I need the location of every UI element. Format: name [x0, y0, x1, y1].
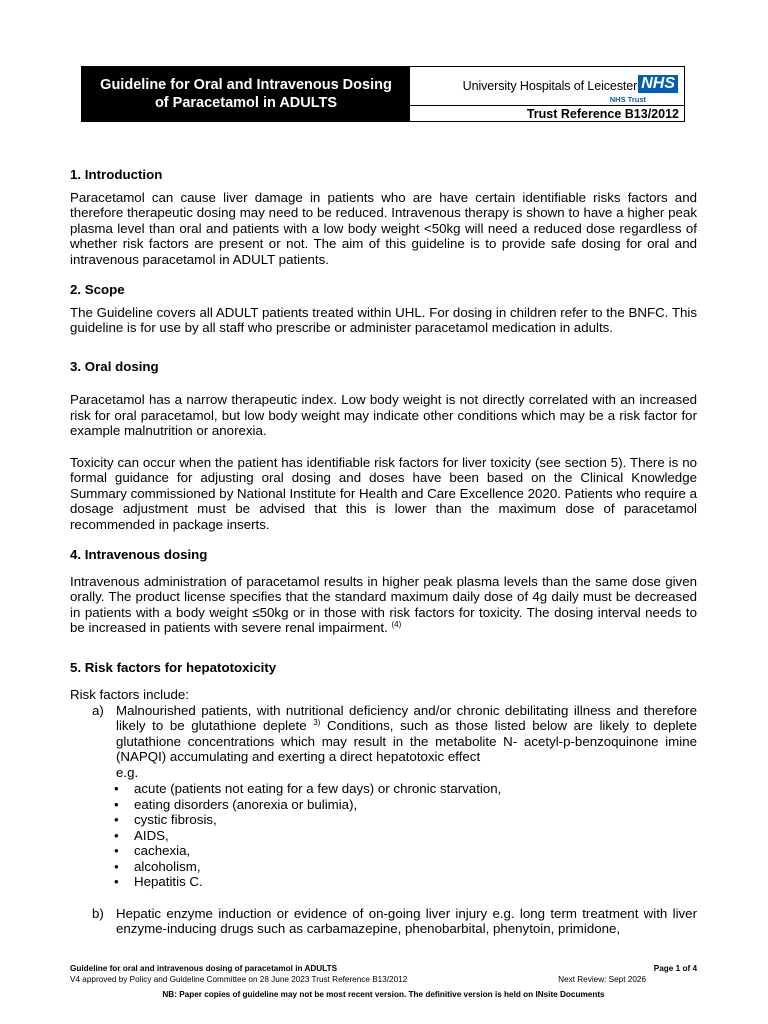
section-heading-scope: 2. Scope	[70, 282, 125, 297]
section-heading-oral-dosing: 3. Oral dosing	[70, 358, 159, 374]
organisation-name: University Hospitals of Leicester	[462, 79, 638, 93]
risk-factor-a-text-continued: Conditions, such as those listed below are likely to deplete glutathione concentrations which may result in the metabolite N- acetyl-p-benzoquinone imine (NAPQI) accumulating and exerting a direct hepatotoxic effect	[116, 718, 697, 764]
list-item: • acute (patients not eating for a few days) or chronic starvation,	[70, 781, 697, 797]
risk-factor-list-continued	[70, 906, 697, 937]
guideline-title-line2: of Paracetamol in ADULTS	[154, 95, 338, 111]
risk-factor-list	[70, 703, 697, 781]
oral-dosing-paragraph-2: Toxicity can occur when the patient has identifiable risk factors for liver toxicity (see section 5). There is no formal guidance for adjusting oral dosing and doses have been based on the Clinical Knowledge Summary commissioned by National Institute for Health and Care Excellence 2020. Patients who require a dosage adjustment must be advised that this is lower than the maximum dose of paracetamol recommended in package inserts.	[70, 454, 697, 532]
organisation-logo	[463, 75, 678, 93]
nhs-trust-label: NHS Trust	[609, 95, 646, 104]
scope-text: The Guideline covers all ADULT patients treated within UHL. For dosing in children refer to the BNFC. This guideline is for use by all staff who prescribe or administer paracetamol medication in adults.	[70, 304, 697, 335]
organisation-block	[410, 67, 684, 121]
intravenous-reference: (4)	[391, 620, 402, 629]
footer-title-row	[70, 964, 697, 975]
next-review-date: Next Review: Sept 2026	[558, 974, 646, 984]
section-heading-introduction: 1. Introduction	[70, 167, 163, 182]
nhs-logo-icon: NHS	[638, 75, 678, 93]
section-heading-intravenous-dosing: 4. Intravenous dosing	[70, 547, 208, 562]
header-divider	[410, 105, 684, 106]
list-item: • eating disorders (anorexia or bulimia),	[70, 797, 697, 813]
risk-factors-intro: Risk factors include:	[70, 687, 189, 702]
risk-factor-label-b: b)	[92, 905, 104, 921]
document-body	[70, 167, 697, 937]
intravenous-dosing-body: Intravenous administration of paracetamol results in higher peak plasma levels than the same dose given orally. The product license specifies that the standard maximum daily dose of 4g daily must be decreased in patients with a body weight ≤50kg or in those with risk factors for toxicity. The dosing interval needs to be increased in patients with severe renal impairment.	[70, 573, 697, 635]
footer-approval-row	[70, 975, 697, 986]
list-item: • cystic fibrosis,	[70, 812, 697, 828]
paper-copy-notice: NB: Paper copies of guideline may not be most recent version. The definitive version is held on INsite Documents	[162, 990, 605, 999]
section-heading-risk-factors: 5. Risk factors for hepatotoxicity	[70, 659, 277, 675]
risk-factor-item-b	[70, 906, 697, 937]
document-footer	[70, 964, 697, 1001]
risk-factor-label-a: a)	[92, 702, 104, 718]
page-number: Page 1 of 4	[653, 964, 697, 973]
risk-factor-a-reference: 3)	[313, 718, 321, 727]
risk-factor-a-text: Malnourished patients, with nutritional deficiency and/or chronic debilitating illness and therefore likely to be glutathione deplete	[116, 702, 697, 733]
trust-reference: Trust Reference B13/2012	[526, 107, 679, 121]
condition-bullet-list	[70, 781, 697, 890]
guideline-title	[82, 67, 410, 121]
guideline-title-line1: Guideline for Oral and Intravenous Dosing	[100, 77, 392, 93]
oral-dosing-paragraph-1: Paracetamol has a narrow therapeutic index. Low body weight is not directly correlated with an increased risk for oral paracetamol, but low body weight may indicate other conditions which may be a risk factor for example malnutrition or anorexia.	[70, 392, 697, 438]
approval-info: V4 approved by Policy and Guideline Committee on 28 June 2023 Trust Reference B13/2012	[70, 974, 408, 984]
list-item: • cachexia,	[70, 843, 697, 859]
risk-factor-item-a	[70, 703, 697, 781]
document-header	[81, 66, 685, 122]
intravenous-dosing-text	[70, 574, 697, 636]
list-item: • alcoholism,	[70, 859, 697, 875]
example-label: e.g.	[116, 764, 139, 780]
list-item: • AIDS,	[70, 828, 697, 844]
list-item: • Hepatitis C.	[70, 874, 697, 890]
introduction-text: Paracetamol can cause liver damage in patients who are have certain identifiable risks factors and therefore therapeutic dosing may need to be reduced. Intravenous therapy is shown to have a higher peak plasma level than oral and patients with a low body weight <50kg will need a reduced dose regardless of whether risk factors are present or not. The aim of this guideline is to provide safe dosing for oral and intravenous paracetamol in ADULT patients.	[70, 189, 697, 267]
risk-factor-b-text: Hepatic enzyme induction or evidence of on-going liver injury e.g. long term treatment with liver enzyme-inducing drugs such as carbamazepine, phenobarbital, phenytoin, primidone,	[116, 905, 697, 936]
footer-document-title: Guideline for oral and intravenous dosing of paracetamol in ADULTS	[70, 964, 338, 973]
